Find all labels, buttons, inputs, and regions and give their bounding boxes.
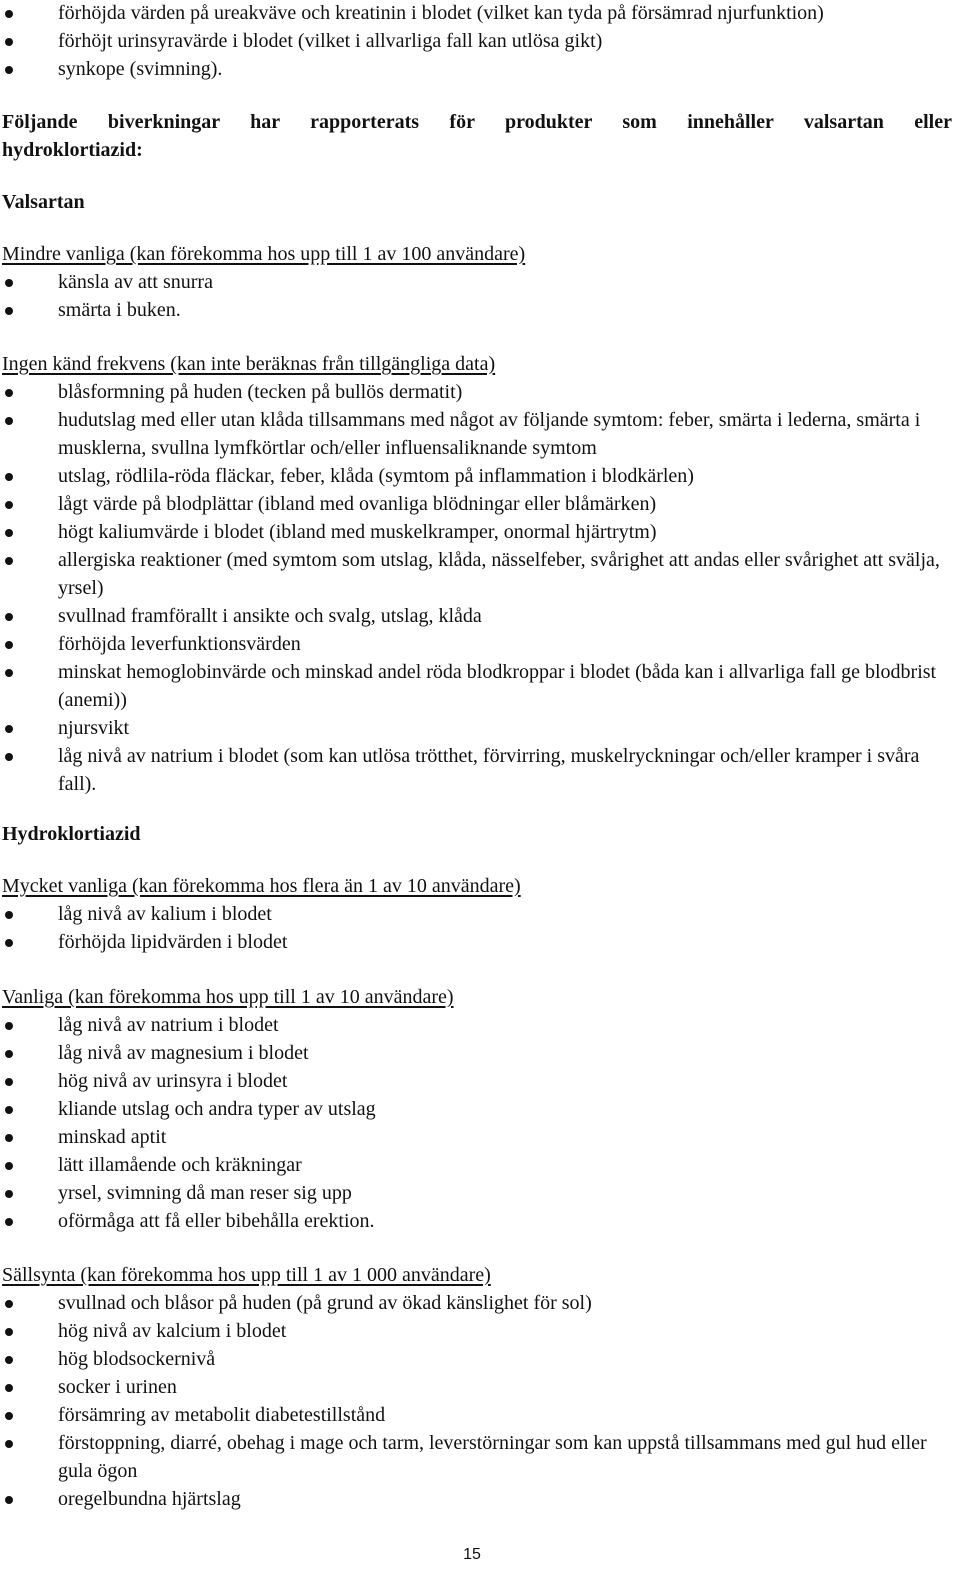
list-item: hudutslag med eller utan klåda tillsammans med något av följande symtom: feber, smärta i lederna, smärta i musklerna, svullna lymfkörtlar och/eller influensaliknande symtom xyxy=(2,406,952,462)
list-item: hög blodsockernivå xyxy=(2,1345,952,1373)
hct-very-common-list xyxy=(2,900,952,956)
valsartan-unknown-label: Ingen känd frekvens (kan inte beräknas från tillgängliga data) xyxy=(2,353,496,375)
valsartan-uncommon-label: Mindre vanliga (kan förekomma hos upp till 1 av 100 användare) xyxy=(2,243,526,265)
hct-very-common-label: Mycket vanliga (kan förekomma hos flera än 1 av 10 användare) xyxy=(2,875,521,897)
intro-line-2: hydroklortiazid: xyxy=(2,139,143,161)
list-item: låg nivå av natrium i blodet (som kan utlösa trötthet, förvirring, muskelryckningar och/eller kramper i svåra fall). xyxy=(2,742,952,798)
list-item: förhöjda leverfunktionsvärden xyxy=(2,630,952,658)
list-item: smärta i buken. xyxy=(2,296,952,324)
list-item: kliande utslag och andra typer av utslag xyxy=(2,1095,952,1123)
list-item: låg nivå av kalium i blodet xyxy=(2,900,952,928)
list-item: hög nivå av kalcium i blodet xyxy=(2,1317,952,1345)
list-item: allergiska reaktioner (med symtom som utslag, klåda, nässelfeber, svårighet att andas eller svårighet att svälja, yrsel) xyxy=(2,546,952,602)
list-item: socker i urinen xyxy=(2,1373,952,1401)
list-item: njursvikt xyxy=(2,714,952,742)
list-item: oregelbundna hjärtslag xyxy=(2,1485,952,1513)
hct-heading: Hydroklortiazid xyxy=(2,823,141,845)
list-item: förstoppning, diarré, obehag i mage och tarm, leverstörningar som kan uppstå tillsammans med gul hud eller gula ögon xyxy=(2,1429,952,1485)
list-item: oförmåga att få eller bibehålla erektion. xyxy=(2,1207,952,1235)
list-item: låg nivå av natrium i blodet xyxy=(2,1011,952,1039)
list-item: minskad aptit xyxy=(2,1123,952,1151)
list-item: synkope (svimning). xyxy=(2,55,952,83)
list-item: förhöjda värden på ureakväve och kreatinin i blodet (vilket kan tyda på försämrad njurfunktion) xyxy=(2,0,952,27)
valsartan-unknown-list xyxy=(2,378,952,798)
valsartan-uncommon-list xyxy=(2,268,952,324)
list-item: förhöjt urinsyravärde i blodet (vilket i allvarliga fall kan utlösa gikt) xyxy=(2,27,952,55)
list-item: svullnad framförallt i ansikte och svalg, utslag, klåda xyxy=(2,602,952,630)
list-item: försämring av metabolit diabetestillstånd xyxy=(2,1401,952,1429)
list-item: yrsel, svimning då man reser sig upp xyxy=(2,1179,952,1207)
hct-common-label: Vanliga (kan förekomma hos upp till 1 av 10 användare) xyxy=(2,986,454,1008)
page-number: 15 xyxy=(463,1546,481,1563)
list-item: svullnad och blåsor på huden (på grund av ökad känslighet för sol) xyxy=(2,1289,952,1317)
hct-rare-list xyxy=(2,1289,952,1513)
hct-common-list xyxy=(2,1011,952,1235)
list-item: känsla av att snurra xyxy=(2,268,952,296)
valsartan-heading: Valsartan xyxy=(2,191,85,213)
top-bullet-list xyxy=(2,0,952,83)
hct-rare-label: Sällsynta (kan förekomma hos upp till 1 av 1 000 användare) xyxy=(2,1264,491,1286)
list-item: förhöjda lipidvärden i blodet xyxy=(2,928,952,956)
list-item: minskat hemoglobinvärde och minskad andel röda blodkroppar i blodet (båda kan i allvarliga fall ge blodbrist (anemi)) xyxy=(2,658,952,714)
intro-paragraph xyxy=(2,108,952,164)
list-item: blåsformning på huden (tecken på bullös dermatit) xyxy=(2,378,952,406)
list-item: låg nivå av magnesium i blodet xyxy=(2,1039,952,1067)
list-item: lätt illamående och kräkningar xyxy=(2,1151,952,1179)
list-item: lågt värde på blodplättar (ibland med ovanliga blödningar eller blåmärken) xyxy=(2,490,952,518)
list-item: högt kaliumvärde i blodet (ibland med muskelkramper, onormal hjärtrytm) xyxy=(2,518,952,546)
intro-line-1: Följande biverkningar har rapporterats för produkter som innehåller valsartan eller xyxy=(2,111,952,133)
list-item: hög nivå av urinsyra i blodet xyxy=(2,1067,952,1095)
list-item: utslag, rödlila-röda fläckar, feber, klåda (symtom på inflammation i blodkärlen) xyxy=(2,462,952,490)
